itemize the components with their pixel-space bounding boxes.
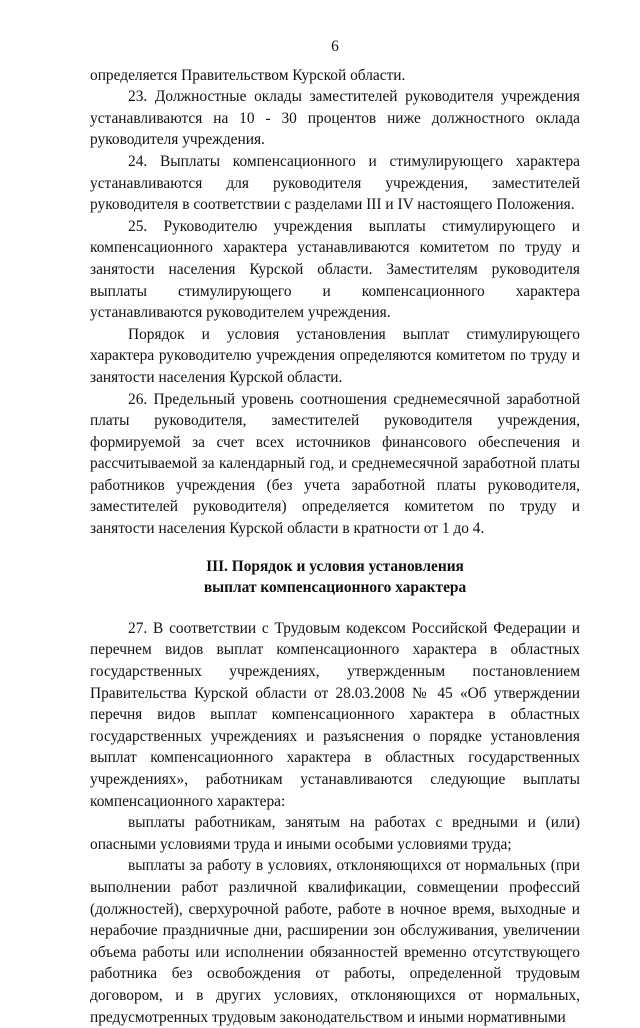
section-title — [90, 556, 580, 599]
paragraph-24: 24. Выплаты компенсационного и стимулирующего характера устанавливаются для руководителя учреждения, заместителей руководителя в соответствии с разделами III и IV настоящего Положения. — [90, 152, 580, 214]
paragraph-25-procedure: Порядок и условия установления выплат стимулирующего характера руководителю учреждения определяются комитетом по труду и занятости населения Курской области. — [90, 325, 580, 386]
paragraph-26: 26. Предельный уровень соотношения среднемесячной заработной платы руководителя, заместителей руководителя учреждения, формируемой за счет всех источников финансового обеспечения и рассчитываемой за календарный год, и среднемесячной заработной платы работников учреждения (без учета заработной платы руководителя, заместителей руководителя) определяется комитетом по труду и занятости населения Курской области в кратности от 1 до 4. — [90, 390, 580, 538]
page-number: 6 — [331, 38, 339, 55]
paragraph-harmful-conditions: выплаты работникам, занятым на работах с вредными и (или) опасными условиями труда и иными особыми условиями труда; — [90, 814, 580, 853]
paragraph-25: 25. Руководителю учреждения выплаты стимулирующего и компенсационного характера устанавливаются комитетом по труду и занятости населения Курской области. Заместителям руководителя выплаты стимулирующего и компенсационного характера устанавливаются руководителем учреждения. — [90, 217, 580, 322]
paragraph-continuation: определяется Правительством Курской области. — [90, 66, 406, 84]
paragraph-27: 27. В соответствии с Трудовым кодексом Российской Федерации и перечнем видов выплат компенсационного характера в областных государственных учреждениях, утвержденным постановлением Правительства Курской области от 28.03.2008 № 45 «Об утверждении перечня видов выплат компенсационного характера в областных государственных учреждениях и разъяснения о порядке установления выплат компенсационного характера в областных государственных учреждениях», работникам устанавливаются следующие выплаты компенсационного характера: — [90, 619, 580, 810]
paragraph-abnormal-conditions: выплаты за работу в условиях, отклоняющихся от нормальных (при выполнении работ различной квалификации, совмещении профессий (должностей), сверхурочной работе, работе в ночное время, выходные и нерабочие праздничные дни, расширении зон обслуживания, увеличении объема работы или исполнении обязанностей временно отсутствующего работника без освобождения от работы, определенной трудовым договором, и в других условиях, отклоняющихся от нормальных, предусмотренных трудовым законодательством и иными нормативными — [90, 857, 580, 1026]
section-title-line-1: III. Порядок и условия установления — [206, 557, 464, 575]
paragraph-23: 23. Должностные оклады заместителей руководителя учреждения устанавливаются на 10 - 30 процентов ниже должностного оклада руководителя учреждения. — [90, 88, 580, 149]
section-title-line-2: выплат компенсационного характера — [203, 579, 467, 597]
